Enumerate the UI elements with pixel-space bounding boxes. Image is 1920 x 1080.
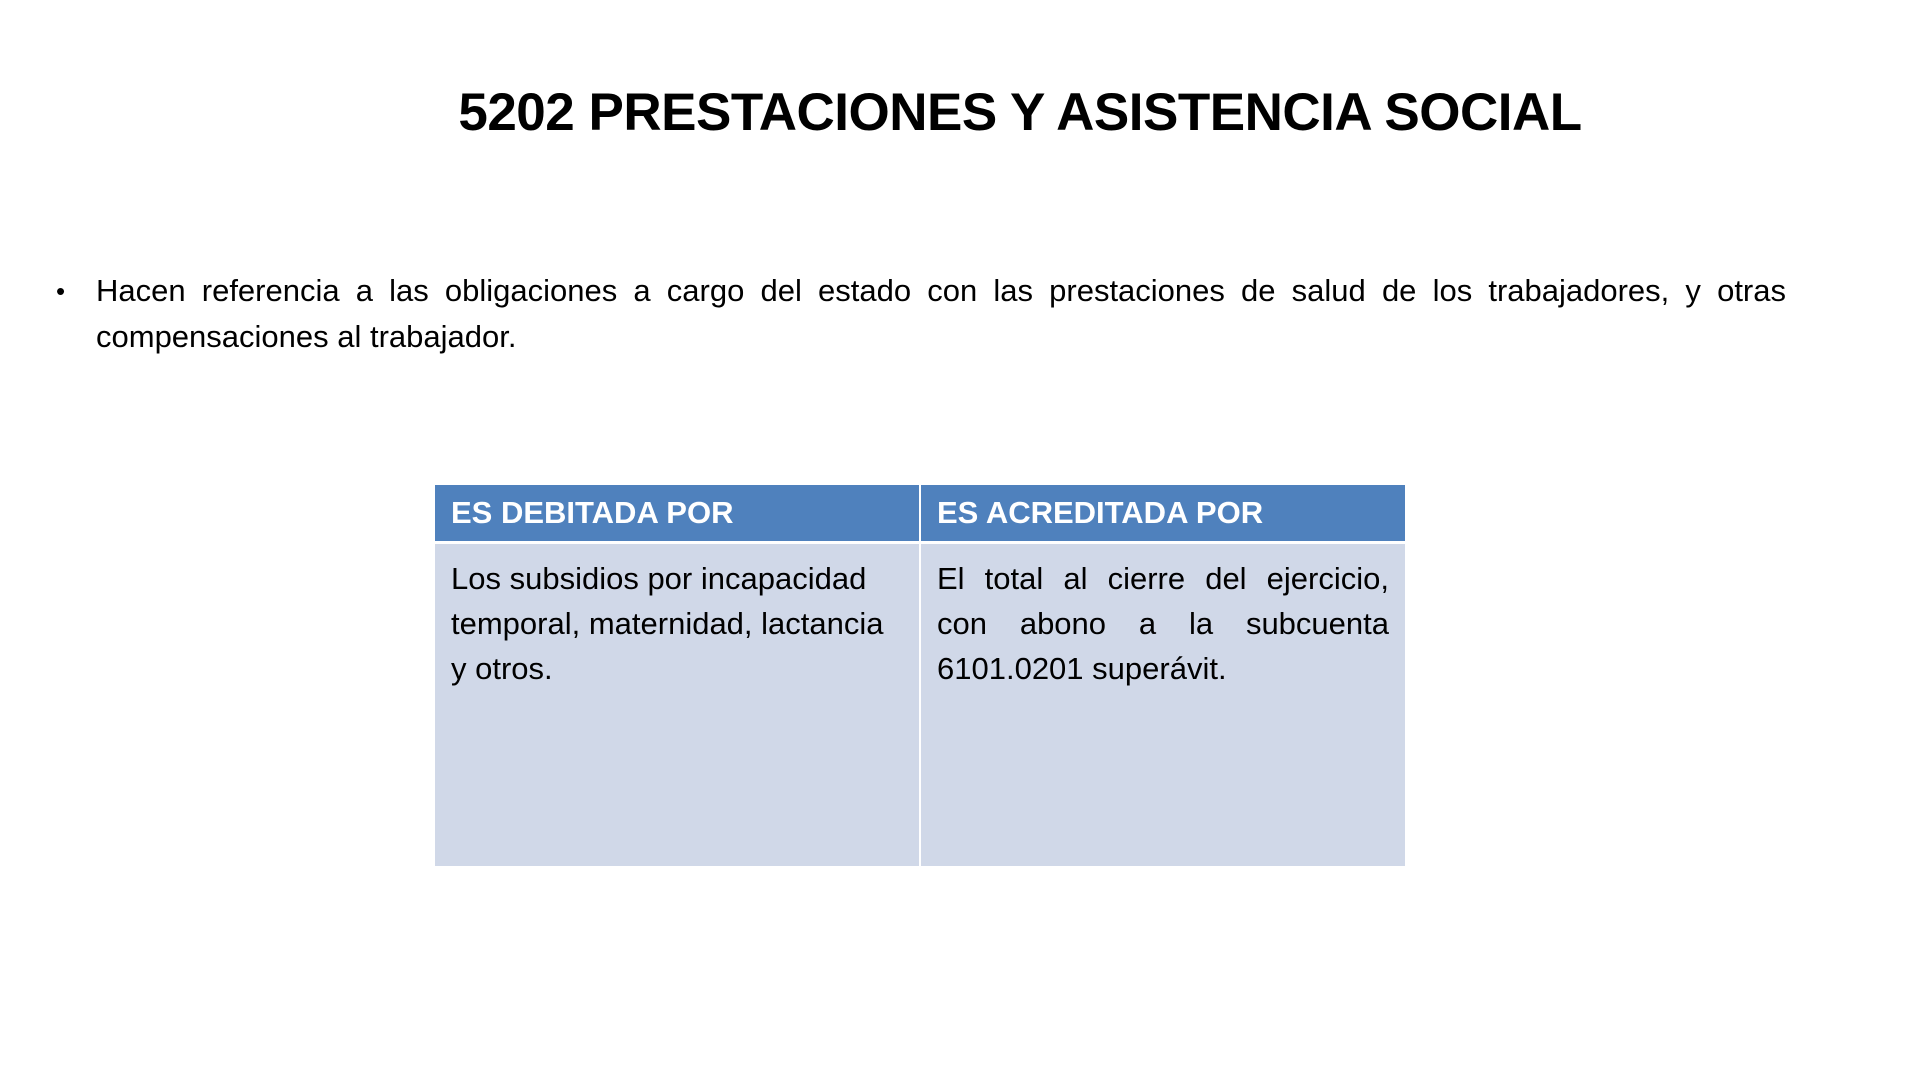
cell-debit: Los subsidios por incapacidad temporal, maternidad, lactancia y otros. [435,543,920,867]
header-credit: ES ACREDITADA POR [920,485,1405,543]
bullet-text: Hacen referencia a las obligaciones a cargo del estado con las prestaciones de salud de los trabajadores, y otras compensaciones al trabajador. [96,273,1786,354]
table-row [435,543,1405,867]
cell-credit: El total al cierre del ejercicio, con abono a la subcuenta 6101.0201 superávit. [920,543,1405,867]
slide-title: 5202 PRESTACIONES Y ASISTENCIA SOCIAL [458,83,1582,142]
table-header-row [435,485,1405,543]
bullet-item [56,268,1786,360]
bullet-marker: • [56,276,66,306]
header-debit: ES DEBITADA POR [435,485,920,543]
account-table [435,485,1405,866]
